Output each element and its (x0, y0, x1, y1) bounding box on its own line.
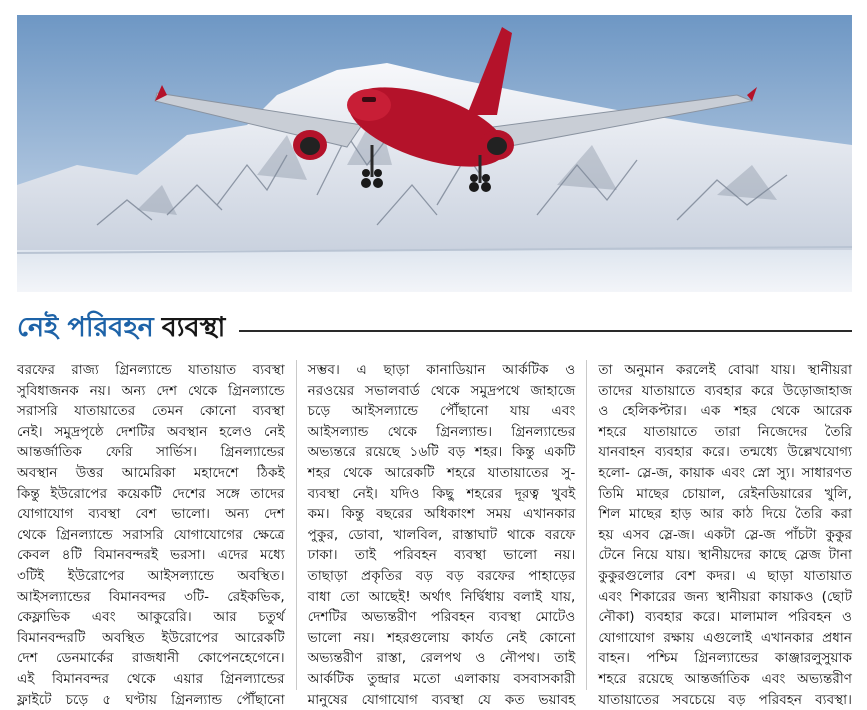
text-line: আর্কটিক তুন্দ্রার মতো এলাকায় বসবাসকারী (308, 669, 576, 690)
text-line: কেফ্লাভিক এবং আকুরেরি। আর চতুর্থ (17, 607, 285, 628)
text-line: ফ্লাইটে চড়ে ৫ ঘণ্টায় গ্রিনল্যান্ড পৌঁছানো (17, 690, 285, 710)
text-line: ৩টিই ইউরোপের আইসল্যান্ডে অবস্থিত। (17, 566, 285, 587)
headline-accent: নেই পরিবহন (17, 312, 154, 343)
text-line: নরওয়ের সভালবার্ড থেকে সমুদ্রপথে জাহাজে (308, 381, 576, 402)
text-column-2 (297, 360, 588, 690)
text-line: চড়ে আইসল্যান্ডে পৌঁছানো যায় এবং (308, 401, 576, 422)
text-line: শিল মাছের হাড় আর কাঠ দিয়ে তৈরি করা (598, 504, 852, 525)
headline-row (17, 306, 852, 352)
text-line: হয় এসব স্লে-জ। একটা স্লে-জ পাঁচটা কুকুর (598, 525, 852, 546)
text-line: যাতায়াতের সবচেয়ে বড় পরিবহন ব্যবস্থা। (598, 690, 852, 710)
text-line: শহরে যাতায়াতে তারা নিজেদের তৈরি (598, 422, 852, 443)
headline-divider (239, 330, 852, 332)
text-line: সম্ভব। এ ছাড়া কানাডিয়ান আর্কটিক ও (308, 360, 576, 381)
text-line: ব্যবস্থা নেই। যদিও কিছু শহরের দূরত্ব খুবই (308, 484, 576, 505)
text-line: কেবল ৪টি বিমানবন্দরই ভরসা। এদের মধ্যে (17, 545, 285, 566)
text-line: সরাসরি যাতায়াতের তেমন কোনো ব্যবস্থা (17, 401, 285, 422)
text-line: ভালো নয়। শহরগুলোয় কার্যত নেই কোনো (308, 628, 576, 649)
text-line: অভ্যন্তরীণ রাস্তা, রেলপথ ও নৌপথ। তাই (308, 648, 576, 669)
text-line: যোগাযোগ ব্যবস্থা বেশ ভালো। অন্য দেশ (17, 504, 285, 525)
text-line: ও হেলিকপ্টার। এক শহর থেকে আরেক (598, 401, 852, 422)
text-line: তিমি মাছের চোয়াল, রেইনডিয়ারের খুলি, (598, 484, 852, 505)
text-column-3 (587, 360, 852, 690)
text-line: কম। কিন্তু বছরের অধিকাংশ সময় এখানকার (308, 504, 576, 525)
text-line: সুবিধাজনক নয়। অন্য দেশ থেকে গ্রিনল্যান্ডে (17, 381, 285, 402)
text-line: নেই। সমুদ্রপৃষ্ঠে দেশটির অবস্থান হলেও নেই (17, 422, 285, 443)
text-line: কুকুরগুলোর বেশ কদর। এ ছাড়া যাতায়াত (598, 566, 852, 587)
text-line: আইসল্যান্ড থেকে গ্রিনল্যান্ড। গ্রিনল্যান্ডের (308, 422, 576, 443)
text-line: পুকুর, ডোবা, খালবিল, রাস্তাঘাট থাকে বরফে (308, 525, 576, 546)
text-line: যানবাহন ব্যবহার করে। তন্মধ্যে উল্লেখযোগ্য (598, 442, 852, 463)
text-line: থেকে গ্রিনল্যান্ডে সরাসরি যোগাযোগের ক্ষেত্রে (17, 525, 285, 546)
text-line: বাহন। পশ্চিম গ্রিনল্যান্ডের কাঞ্জারলুসুয়াক (598, 648, 852, 669)
text-line: বিমানবন্দরটি অবস্থিত ইউরোপের আরেকটি (17, 628, 285, 649)
airplane-photo (17, 15, 852, 292)
text-line: অভ্যন্তরে রয়েছে ১৬টি বড় শহর। কিন্তু একটি (308, 442, 576, 463)
text-line: এবং শিকারের জন্য স্থানীয়রা কায়াকও (ছোট (598, 587, 852, 608)
text-line: ঢাকা। তাই পরিবহন ব্যবস্থা ভালো নয়। (308, 545, 576, 566)
text-line: যোগাযোগ রক্ষায় এগুলোই এখানকার প্রধান (598, 628, 852, 649)
text-line: দেশটির অভ্যন্তরীণ পরিবহন ব্যবস্থা মোটেও (308, 607, 576, 628)
text-line: আইসল্যান্ডের বিমানবন্দর ৩টি- রেইকভিক, (17, 587, 285, 608)
article-headline (17, 307, 225, 352)
text-line: শহর থেকে আরেকটি শহরে যাতায়াতের সু- (308, 463, 576, 484)
text-line: আন্তর্জাতিক ফেরি সার্ভিস। গ্রিনল্যান্ডের (17, 442, 285, 463)
text-line: তা অনুমান করলেই বোঝা যায়। স্থানীয়রা (598, 360, 852, 381)
text-line: অবস্থান উত্তর আমেরিকা মহাদেশে ঠিকই (17, 463, 285, 484)
text-line: কিন্তু ইউরোপের কয়েকটি দেশের সঙ্গে তাদের (17, 484, 285, 505)
text-line: দেশ ডেনমার্কের রাজধানী কোপেনহেগেনে। (17, 648, 285, 669)
text-line: টেনে নিয়ে যায়। স্থানীয়দের কাছে স্লেজ টানা (598, 545, 852, 566)
text-line: এই বিমানবন্দর থেকে এয়ার গ্রিনল্যান্ডের (17, 669, 285, 690)
text-column-1 (17, 360, 297, 690)
text-line: বরফের রাজ্য গ্রিনল্যান্ডে যাতায়াত ব্যবস্থা (17, 360, 285, 381)
headline-main: ব্যবস্থা (162, 312, 226, 343)
text-line: নৌকা) ব্যবহার করে। মালামাল পরিবহন ও (598, 607, 852, 628)
text-line: তাছাড়া প্রকৃতির বড় বড় বরফের পাহাড়ের (308, 566, 576, 587)
article-body (17, 360, 852, 690)
text-line: শহরে রয়েছে আন্তর্জাতিক এবং অভ্যন্তরীণ (598, 669, 852, 690)
text-line: মানুষের যোগাযোগ ব্যবস্থা যে কত ভয়াবহ (308, 690, 576, 710)
text-line: হলো- স্লে-জ, কায়াক এবং স্নো স্যু। সাধারণত (598, 463, 852, 484)
text-line: তাদের যাতায়াতে ব্যবহার করে উড়োজাহাজ (598, 381, 852, 402)
text-line: বাধা তো আছেই! অর্থাৎ নির্দ্বিধায় বলাই যায়, (308, 587, 576, 608)
